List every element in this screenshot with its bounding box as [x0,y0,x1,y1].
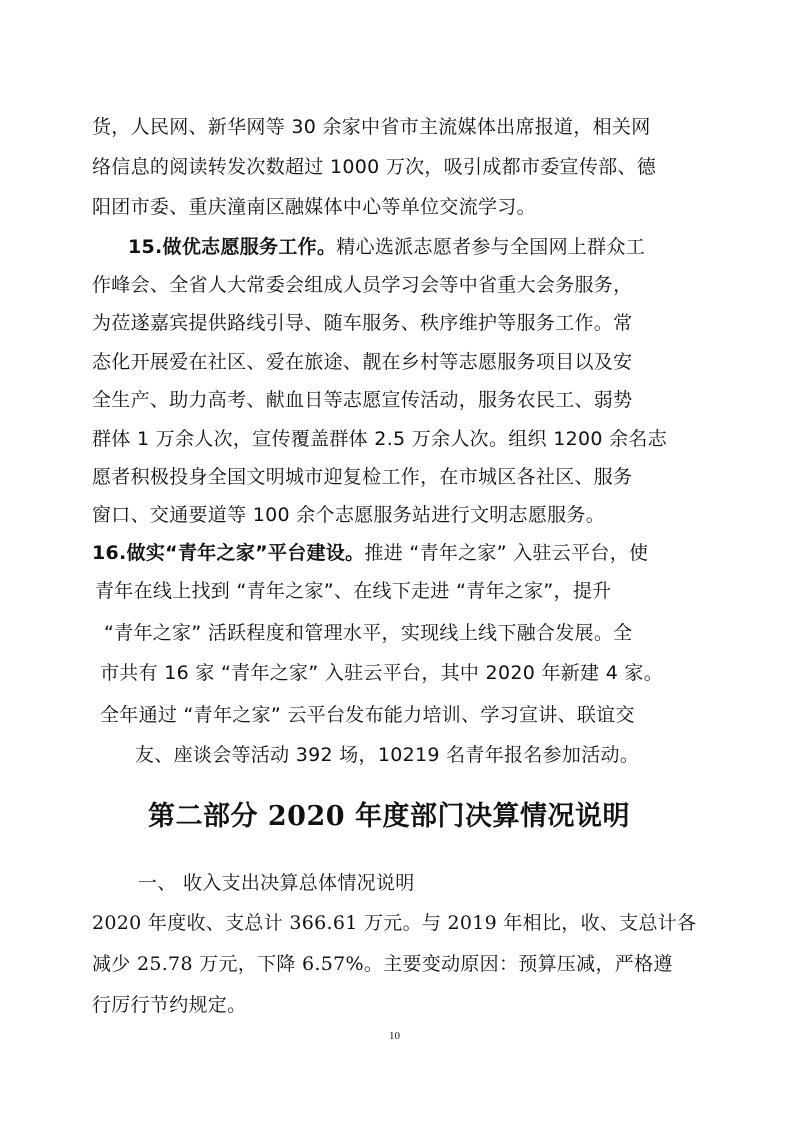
body-text-line: “青年之家” 活跃程度和管理水平，实现线上线下融合发展。全 [104,622,633,644]
body-text-line: 2020 年度收、支总计 366.61 万元。与 2019 年相比，收、支总计各 [92,912,697,934]
body-text-line: 为莅遂嘉宾提供路线引导、随车服务、秩序维护等服务工作。常 [92,312,633,334]
body-text-line: 群体 1 万余人次，宣传覆盖群体 2.5 万余人次。组织 1200 余名志 [92,428,667,450]
body-text-line: 青年在线上找到 “青年之家”、在线下走进 “青年之家”，提升 [95,580,612,602]
section-one-heading: 一、 收入支出决算总体情况说明 [138,872,415,894]
body-text-line: 市共有 16 家 “青年之家” 入驻云平台，其中 2020 年新建 4 家。 [100,662,664,684]
body-text-line: 阳团市委、重庆潼南区融媒体中心等单位交流学习。 [92,196,536,218]
body-text-line: 愿者积极投身全国文明城市迎复检工作，在市城区各社区、服务 [92,466,633,488]
item-15-heading: 15.做优志愿服务工作。 [128,236,337,258]
body-text-line: 货，人民网、新华网等 30 余家中省市主流媒体出席报道，相关网 [92,116,651,138]
body-text-line: 友、座谈会等活动 392 场，10219 名青年报名参加活动。 [135,744,640,766]
page-number: 10 [389,1030,400,1042]
body-text-line: 减少 25.78 万元，下降 6.57%。主要变动原因：预算压减，严格遵 [92,953,673,975]
item-16-first-line [92,541,648,565]
body-text-line: 窗口、交通要道等 100 余个志愿服务站进行文明志愿服务。 [92,504,606,526]
body-text-line: 行厉行节约规定。 [92,994,247,1016]
item-15-first-line [128,235,645,259]
body-text-line: 络信息的阅读转发次数超过 1000 万次，吸引成都市委宣传部、德 [92,156,657,178]
body-text-line: 态化开展爱在社区、爱在旅途、靓在乡村等志愿服务项目以及安 [92,351,633,373]
item-16-first-line-text: 推进 “青年之家” 入驻云平台，使 [364,542,649,564]
item-16-heading: 16.做实“青年之家”平台建设。 [92,542,365,564]
part-two-title: 第二部分 2020 年度部门决算情况说明 [148,801,630,832]
item-15-first-line-text: 精心选派志愿者参与全国网上群众工 [336,236,646,258]
body-text-line: 作峰会、全省人大常委会组成人员学习会等中省重大会务服务， [92,274,633,296]
body-text-line: 全生产、助力高考、献血日等志愿宣传活动，服务农民工、弱势 [92,389,633,411]
body-text-line: 全年通过 “青年之家” 云平台发布能力培训、学习宣讲、联谊交 [100,704,635,726]
